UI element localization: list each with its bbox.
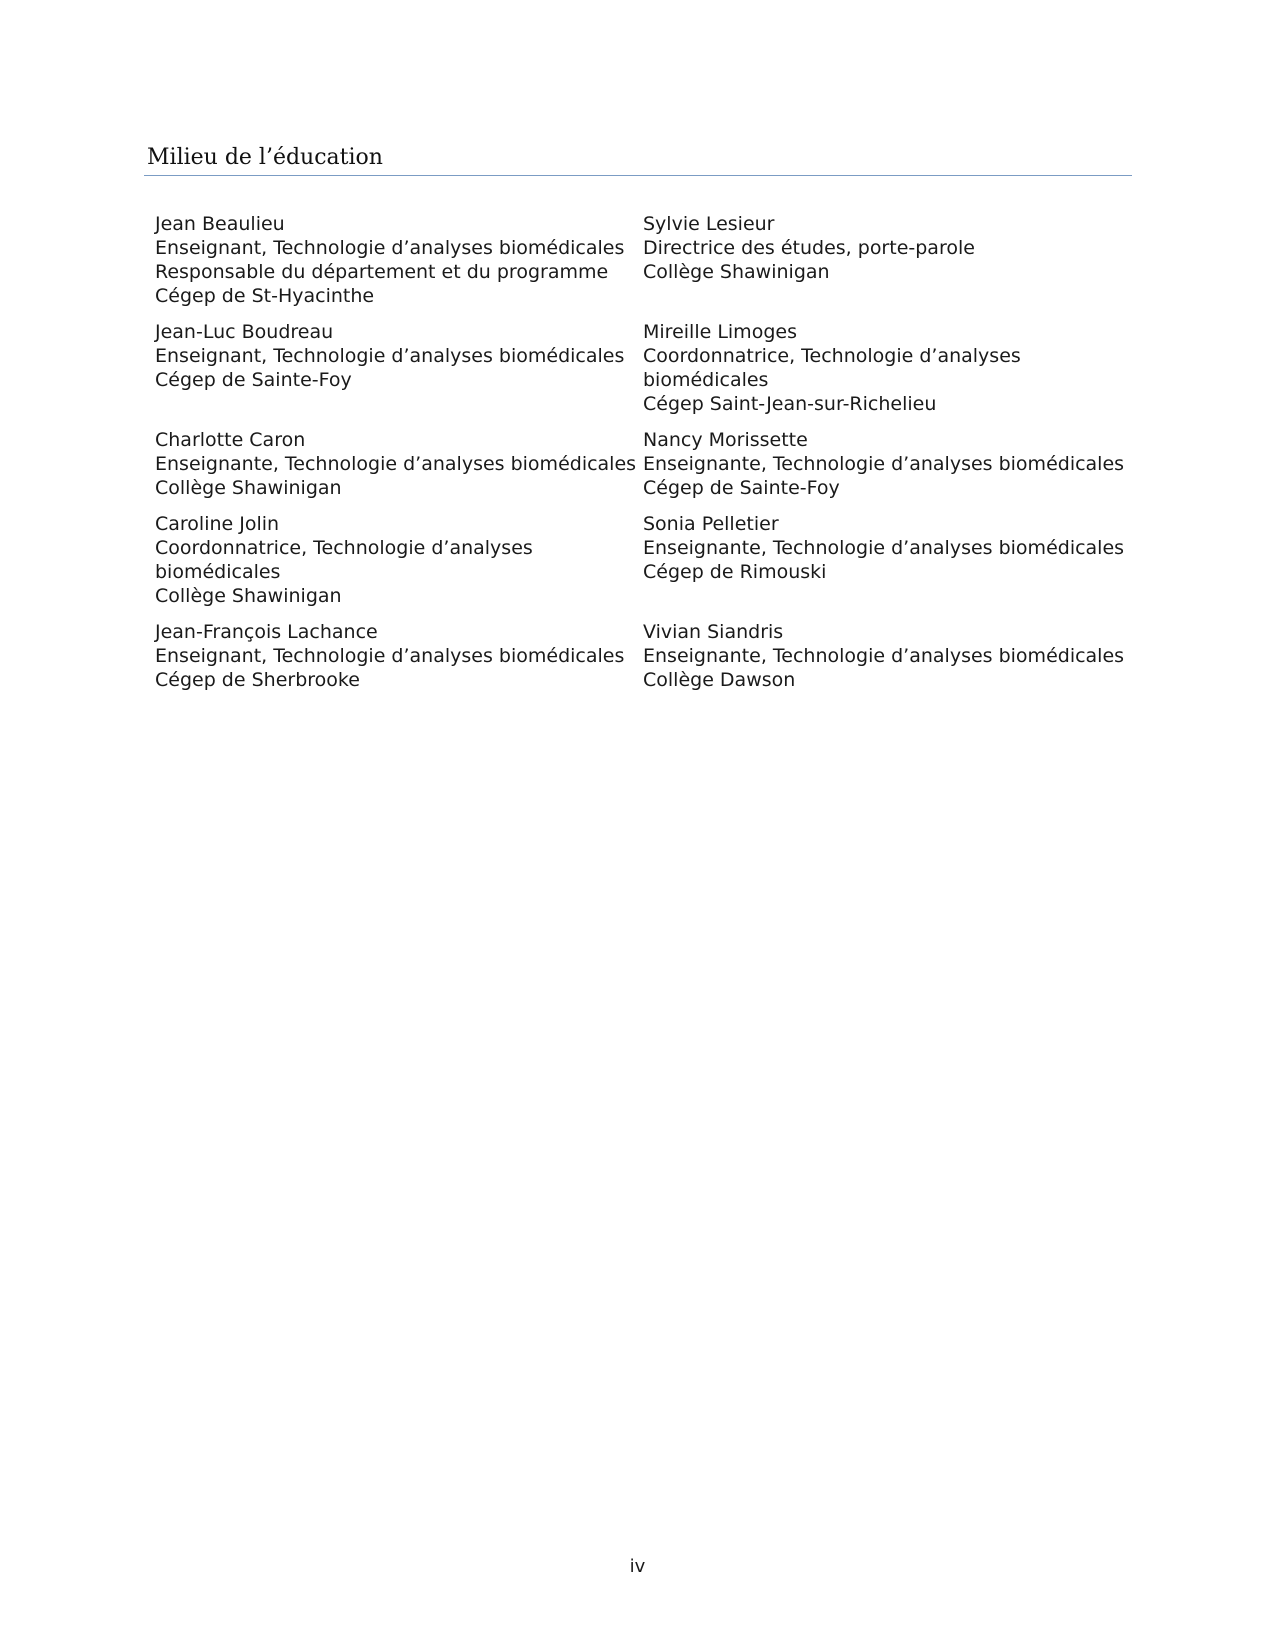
contact-title: Enseignante, Technologie d’analyses biomédicales [643, 537, 1125, 559]
contact-entry [643, 620, 1133, 692]
contact-title: Directrice des études, porte-parole [643, 237, 975, 259]
contact-title: Enseignante, Technologie d’analyses biomédicales [643, 453, 1125, 475]
contact-institution: Cégep de Rimouski [643, 561, 827, 583]
contact-title: Enseignante, Technologie d’analyses biomédicales [643, 645, 1125, 667]
contact-title: Enseignant, Technologie d’analyses biomédicales [155, 345, 625, 367]
contact-institution: Cégep Saint-Jean-sur-Richelieu [643, 393, 937, 415]
contact-institution: Collège Shawinigan [155, 477, 342, 499]
contact-name: Nancy Morissette [643, 429, 808, 451]
contact-institution: Cégep de Sainte-Foy [643, 477, 840, 499]
contact-institution: Collège Shawinigan [155, 585, 342, 607]
section-title-underline [144, 175, 1132, 176]
contact-institution: Collège Shawinigan [643, 261, 830, 283]
contact-title: Enseignant, Technologie d’analyses biomédicales [155, 237, 625, 259]
page-number: iv [629, 1556, 646, 1577]
contact-institution: Cégep de Sherbrooke [155, 669, 360, 691]
contact-name: Jean-François Lachance [155, 621, 378, 643]
section-title: Milieu de l’éducation [147, 145, 383, 170]
contact-entry [643, 212, 1133, 284]
contact-entry [643, 320, 1063, 416]
contact-title: Enseignante, Technologie d’analyses biomédicales [155, 453, 637, 475]
contact-entry [155, 512, 575, 608]
contact-entry [643, 428, 1133, 500]
contact-entry [155, 212, 645, 308]
contact-name: Mireille Limoges [643, 321, 797, 343]
contact-institution: Cégep de St-Hyacinthe [155, 285, 375, 307]
contact-entry [155, 428, 645, 500]
contact-entry [155, 620, 645, 692]
contact-institution: Collège Dawson [643, 669, 796, 691]
contact-name: Sylvie Lesieur [643, 213, 775, 235]
contact-title: Coordonnatrice, Technologie d’analyses biomédicales [643, 345, 1021, 391]
contact-role: Responsable du département et du programme [155, 261, 609, 283]
contact-title: Coordonnatrice, Technologie d’analyses biomédicales [155, 537, 533, 583]
contact-name: Jean Beaulieu [155, 213, 285, 235]
contact-name: Jean-Luc Boudreau [155, 321, 334, 343]
contact-name: Sonia Pelletier [643, 513, 779, 535]
contact-name: Vivian Siandris [643, 621, 784, 643]
contact-entry [155, 320, 645, 392]
contact-institution: Cégep de Sainte-Foy [155, 369, 352, 391]
contact-name: Caroline Jolin [155, 513, 280, 535]
contact-title: Enseignant, Technologie d’analyses biomédicales [155, 645, 625, 667]
contact-name: Charlotte Caron [155, 429, 306, 451]
contact-entry [643, 512, 1133, 584]
